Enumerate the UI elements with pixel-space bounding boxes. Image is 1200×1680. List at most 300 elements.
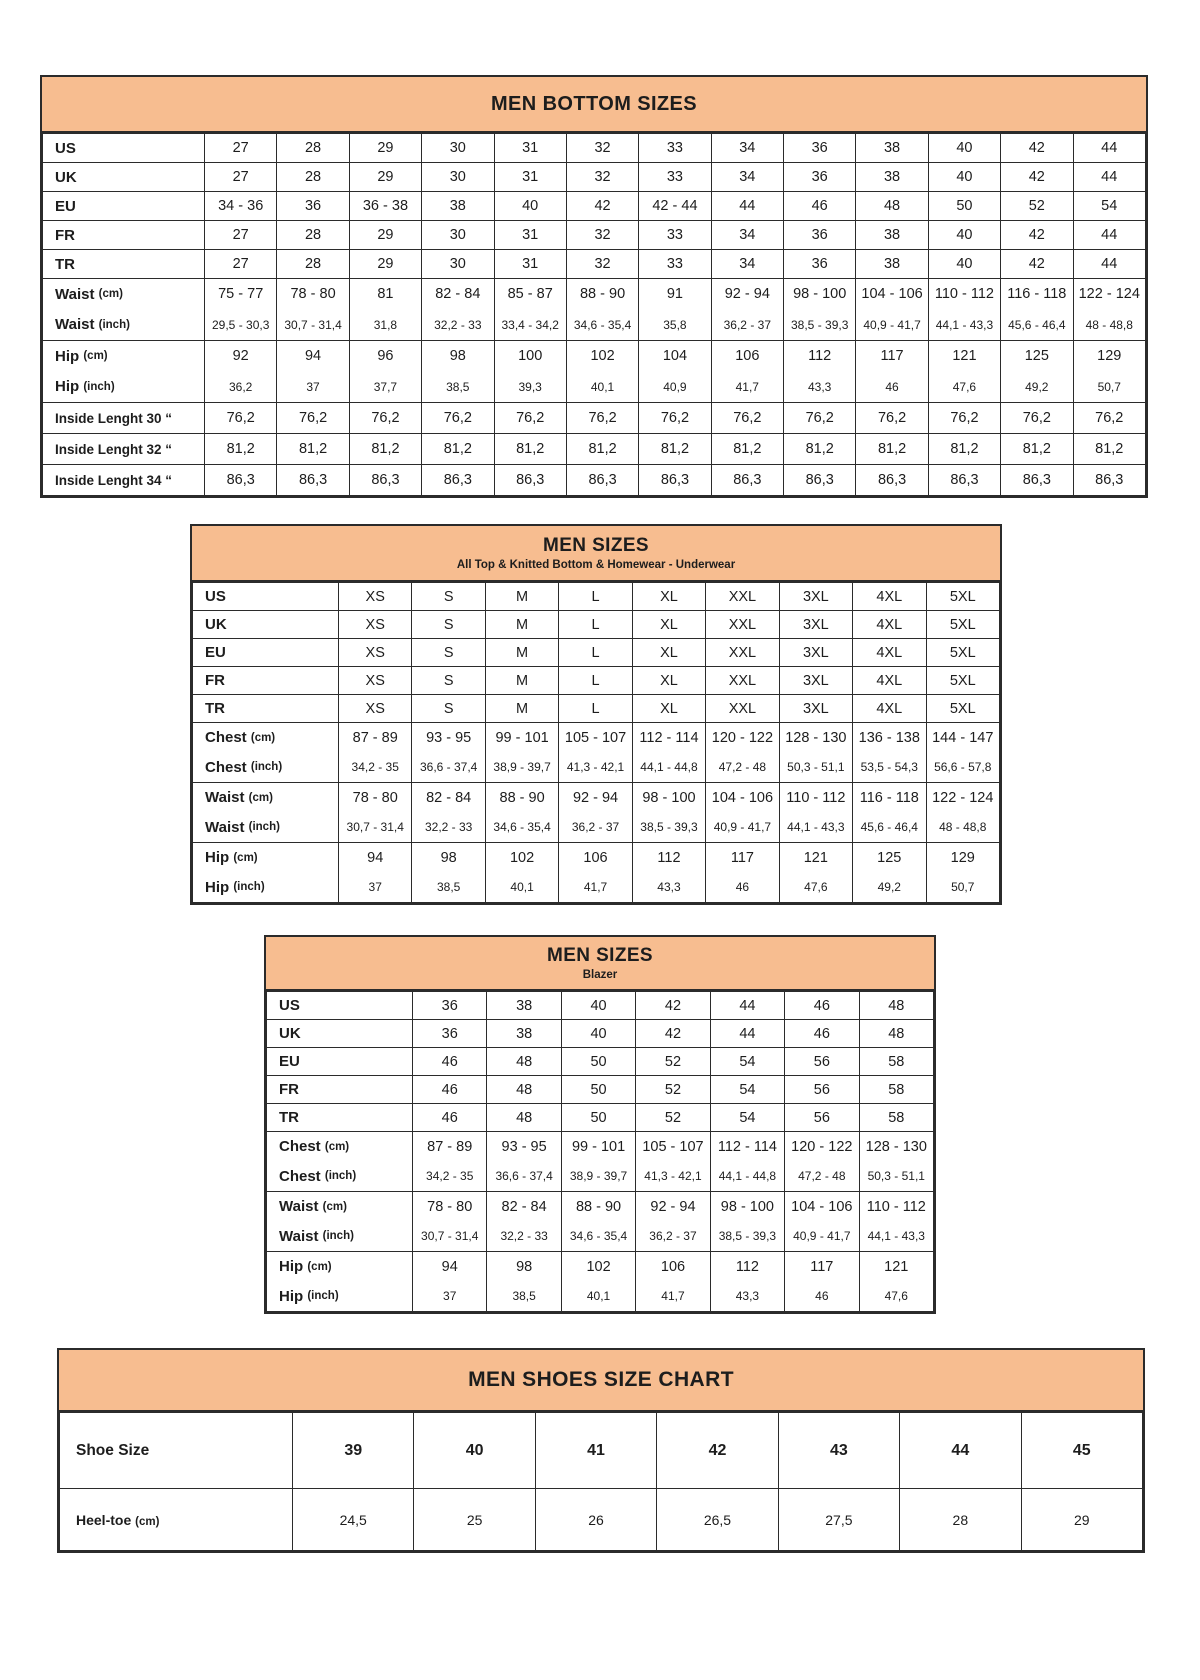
size-cell: 5XL (926, 583, 1000, 611)
size-cell: 28 (900, 1489, 1021, 1551)
inch-value: 47,6 (952, 379, 977, 394)
size-cell (779, 843, 852, 903)
row-label-text: Inside Lenght 32 “ (55, 441, 173, 457)
size-cell: 46 (784, 192, 856, 221)
row-label-text: Waist (279, 1227, 319, 1245)
row-label (60, 1413, 293, 1489)
size-cell (711, 279, 783, 341)
cm-value: 82 - 84 (501, 1198, 547, 1215)
size-cell: 42 (566, 192, 638, 221)
inch-value: 44,1 - 43,3 (867, 1229, 925, 1244)
size-cell: 44 (710, 992, 784, 1020)
table-subtitle: Blazer (582, 969, 618, 981)
cm-value: 99 - 101 (495, 729, 549, 746)
size-cell (422, 279, 494, 341)
size-cell: 76,2 (784, 403, 856, 434)
cm-value: 117 (730, 849, 754, 866)
size-cell: 48 (859, 992, 933, 1020)
row-label (193, 695, 339, 723)
size-cell: 38 (856, 250, 928, 279)
cm-value: 122 - 124 (1078, 286, 1140, 303)
size-cell: 76,2 (349, 403, 421, 434)
row-label-text: Hip (279, 1258, 304, 1276)
table-row (193, 583, 1000, 611)
inch-value: 45,6 - 46,4 (860, 820, 918, 835)
size-cell: 28 (277, 221, 349, 250)
size-cell: 50 (928, 192, 1000, 221)
inch-value: 30,7 - 31,4 (346, 820, 404, 835)
size-cell: 27 (205, 134, 277, 163)
inch-value: 40,9 - 41,7 (713, 820, 772, 835)
row-label-unit: (inch) (322, 1230, 354, 1243)
inch-value: 46 (885, 379, 899, 394)
size-cell: 29 (349, 221, 421, 250)
cm-value: 102 (509, 849, 535, 866)
size-cell: 86,3 (349, 465, 421, 496)
cm-value: 112 - 114 (717, 1138, 777, 1155)
row-label-text: FR (205, 672, 225, 689)
size-cell: 34 (711, 250, 783, 279)
size-cell: 86,3 (711, 465, 783, 496)
size-cell: 42 (1001, 134, 1073, 163)
cm-value: 128 - 130 (865, 1138, 927, 1155)
inch-value: 40,9 (663, 379, 687, 394)
row-label-text: US (205, 588, 226, 605)
size-cell (277, 279, 349, 341)
cm-value: 105 - 107 (564, 729, 627, 746)
inch-value: 32,2 - 33 (434, 317, 482, 332)
size-cell: 24,5 (293, 1489, 414, 1551)
men-bottom-sizes-table (40, 75, 1148, 498)
row-label-unit: (cm) (250, 731, 276, 744)
row-label (267, 1048, 413, 1076)
row-label-unit: (inch) (324, 1170, 357, 1183)
size-cell: 86,3 (928, 465, 1000, 496)
size-cell: XS (339, 639, 412, 667)
row-label (193, 723, 339, 783)
row-label (43, 192, 205, 221)
table-row (43, 250, 1146, 279)
inch-value: 46 (815, 1289, 829, 1304)
size-cell: XXL (706, 695, 779, 723)
table-row (267, 1132, 934, 1192)
cm-value: 110 - 112 (934, 286, 994, 303)
size-cell: XXL (706, 583, 779, 611)
size-cell: 52 (636, 1048, 710, 1076)
size-cell: 5XL (926, 667, 1000, 695)
row-label-line (279, 1192, 412, 1222)
size-cell (785, 1192, 859, 1252)
size-cell: 81,2 (639, 434, 711, 465)
cm-value: 117 (810, 1258, 834, 1275)
row-label-unit: (cm) (307, 1260, 332, 1273)
cm-value: 104 (662, 348, 688, 365)
size-cell: XXL (706, 667, 779, 695)
row-label-text: Inside Lenght 34 “ (55, 472, 173, 488)
inch-value: 36,2 - 37 (723, 317, 771, 332)
cm-value: 112 (808, 348, 832, 365)
table-row (43, 279, 1146, 341)
row-label-text: Hip (205, 878, 230, 896)
inch-value: 47,6 (884, 1289, 908, 1304)
table-row (43, 465, 1146, 496)
size-cell: S (412, 667, 485, 695)
row-label (193, 783, 339, 843)
size-cell (706, 723, 779, 783)
row-label-unit: (cm) (135, 1515, 160, 1528)
table-row (60, 1489, 1143, 1551)
row-label-text: UK (55, 168, 77, 186)
inch-value: 37,7 (373, 379, 398, 394)
inch-value: 34,6 - 35,4 (573, 317, 632, 332)
inch-value: 32,2 - 33 (424, 820, 473, 835)
row-label-line (205, 753, 338, 783)
size-cell (485, 843, 558, 903)
row-label-text: Hip (205, 849, 230, 867)
cm-value: 102 (586, 1258, 611, 1275)
inch-value: 36,2 - 37 (649, 1229, 697, 1244)
cm-value: 106 (660, 1258, 686, 1275)
cm-value: 82 - 84 (426, 789, 472, 806)
row-label (267, 992, 413, 1020)
row-label-unit: (cm) (83, 350, 108, 363)
table-row (43, 403, 1146, 434)
cm-value: 116 - 118 (1007, 286, 1067, 303)
size-cell (706, 783, 779, 843)
size-cell (639, 341, 711, 403)
size-cell (853, 783, 926, 843)
size-cell: 58 (859, 1104, 933, 1132)
row-label (193, 611, 339, 639)
row-label-text: EU (279, 1053, 300, 1070)
cm-value: 98 (516, 1258, 533, 1275)
size-cell: 81,2 (711, 434, 783, 465)
size-cell: 38 (422, 192, 494, 221)
size-cell: M (485, 611, 558, 639)
size-cell: 5XL (926, 639, 1000, 667)
size-cell: 86,3 (1001, 465, 1073, 496)
size-cell (412, 783, 485, 843)
inch-value: 40,9 - 41,7 (863, 317, 921, 332)
size-cell: 46 (785, 992, 859, 1020)
size-cell: 33 (639, 221, 711, 250)
cm-value: 91 (666, 286, 683, 303)
row-label-line (279, 1162, 412, 1192)
cm-value: 75 - 77 (218, 286, 264, 303)
size-cell (632, 843, 705, 903)
size-cell: 52 (636, 1104, 710, 1132)
size-cell: 26 (535, 1489, 656, 1551)
size-cell: S (412, 695, 485, 723)
cm-value: 92 (232, 348, 249, 365)
size-cell: 36 - 38 (349, 192, 421, 221)
size-cell: 4XL (853, 695, 926, 723)
size-cell: 29 (1021, 1489, 1142, 1551)
size-cell: 38 (856, 134, 928, 163)
table-row (267, 1192, 934, 1252)
row-label (43, 279, 205, 341)
table-row (267, 1252, 934, 1312)
size-cell: 40 (561, 992, 635, 1020)
row-label-text: Chest (279, 1138, 321, 1156)
row-label-text: Shoe Size (76, 1441, 150, 1459)
size-cell (710, 1192, 784, 1252)
inch-value: 37 (368, 880, 382, 895)
table-header (192, 526, 1000, 582)
table-row (43, 221, 1146, 250)
table-row (193, 695, 1000, 723)
inch-value: 44,1 - 43,3 (935, 317, 994, 332)
cm-value: 121 (952, 348, 977, 365)
size-grid (42, 133, 1146, 496)
inch-value: 43,3 (657, 880, 681, 895)
inch-value: 50,3 - 51,1 (867, 1169, 925, 1184)
row-label-text: Waist (205, 818, 245, 836)
size-cell: 30 (422, 134, 494, 163)
cm-value: 87 - 89 (352, 729, 398, 746)
size-cell: 81,2 (205, 434, 277, 465)
row-label-text: EU (205, 644, 226, 661)
size-cell: 30 (422, 163, 494, 192)
row-label-text: US (55, 139, 76, 157)
row-label-unit: (cm) (98, 288, 123, 301)
row-label-line (279, 1252, 412, 1282)
size-cell: 3XL (779, 695, 852, 723)
size-cell: 32 (566, 221, 638, 250)
cm-value: 112 (735, 1258, 759, 1275)
inch-value: 34,6 - 35,4 (493, 820, 551, 835)
size-cell: 34 - 36 (205, 192, 277, 221)
size-cell: 38 (487, 1020, 561, 1048)
size-cell: 36 (784, 134, 856, 163)
inch-value: 32,2 - 33 (500, 1229, 548, 1244)
size-cell: 42 (636, 1020, 710, 1048)
cm-value: 128 - 130 (785, 729, 847, 746)
row-label (43, 134, 205, 163)
cm-value: 92 - 94 (572, 789, 619, 806)
size-cell (349, 341, 421, 403)
size-cell: 34 (711, 134, 783, 163)
size-cell: 76,2 (277, 403, 349, 434)
inch-value: 41,7 (735, 379, 759, 394)
size-cell (853, 723, 926, 783)
row-label (267, 1104, 413, 1132)
size-cell: 29 (349, 163, 421, 192)
size-cell (926, 843, 1000, 903)
size-cell (859, 1132, 933, 1192)
inch-value: 34,6 - 35,4 (569, 1229, 628, 1244)
size-cell: 86,3 (422, 465, 494, 496)
size-cell: 33 (639, 250, 711, 279)
row-label (267, 1132, 413, 1192)
size-cell: 30 (422, 250, 494, 279)
size-cell (559, 723, 632, 783)
row-label (267, 1192, 413, 1252)
size-cell: 81,2 (856, 434, 928, 465)
cm-value: 120 - 122 (711, 729, 774, 746)
size-cell: 76,2 (422, 403, 494, 434)
cm-value: 81 (377, 286, 394, 303)
size-cell: 42 - 44 (639, 192, 711, 221)
inch-value: 35,8 (663, 317, 687, 332)
table-row (193, 723, 1000, 783)
size-cell: 26,5 (657, 1489, 778, 1551)
size-cell: S (412, 639, 485, 667)
size-cell: 76,2 (639, 403, 711, 434)
size-cell: 76,2 (856, 403, 928, 434)
size-cell: 76,2 (1001, 403, 1073, 434)
size-cell (339, 783, 412, 843)
row-label (267, 1252, 413, 1312)
size-cell: 86,3 (856, 465, 928, 496)
table-row (43, 341, 1146, 403)
size-cell: 40 (494, 192, 566, 221)
size-cell (494, 279, 566, 341)
table-row (267, 1104, 934, 1132)
size-cell: 28 (277, 163, 349, 192)
inch-value: 44,1 - 44,8 (718, 1169, 777, 1184)
cm-value: 96 (377, 348, 394, 365)
size-cell: 28 (277, 134, 349, 163)
size-cell: 42 (1001, 250, 1073, 279)
size-cell: 5XL (926, 695, 1000, 723)
table-title: MEN SIZES (542, 535, 649, 556)
size-cell: 27 (205, 250, 277, 279)
inch-value: 41,7 (661, 1289, 685, 1304)
row-label-line (205, 783, 338, 813)
inch-value: 48 - 48,8 (939, 820, 987, 835)
size-cell (926, 783, 1000, 843)
size-cell (632, 783, 705, 843)
size-cell: 27 (205, 221, 277, 250)
row-label-line (279, 1222, 412, 1252)
table-row (267, 1048, 934, 1076)
cm-value: 98 (440, 849, 457, 866)
inch-value: 40,1 (590, 379, 615, 394)
size-cell: 40 (561, 1020, 635, 1048)
size-cell: 48 (487, 1104, 561, 1132)
cm-value: 82 - 84 (435, 286, 481, 303)
size-cell: M (485, 667, 558, 695)
size-cell: 33 (639, 134, 711, 163)
size-cell: 28 (277, 250, 349, 279)
size-cell: 48 (859, 1020, 933, 1048)
table-row (43, 192, 1146, 221)
size-cell (566, 279, 638, 341)
cm-value: 78 - 80 (290, 286, 336, 303)
size-cell (561, 1192, 635, 1252)
size-cell: 5XL (926, 611, 1000, 639)
inch-value: 47,6 (804, 880, 828, 895)
table-header (42, 77, 1146, 133)
inch-value: 41,3 - 42,1 (566, 760, 625, 775)
cm-value: 92 - 94 (724, 286, 770, 303)
row-label (193, 843, 339, 903)
size-cell (1073, 279, 1146, 341)
size-cell: 36 (784, 250, 856, 279)
cm-value: 136 - 138 (858, 729, 920, 746)
inch-value: 48 - 48,8 (1085, 317, 1133, 332)
size-cell (1001, 279, 1073, 341)
size-cell (561, 1132, 635, 1192)
inch-value: 36,2 - 37 (571, 820, 620, 835)
men-sizes-blazer-table (264, 935, 936, 1314)
cm-value: 88 - 90 (575, 1198, 622, 1215)
size-cell: 33 (639, 163, 711, 192)
table-row (193, 843, 1000, 903)
row-label-line (279, 1282, 412, 1312)
size-cell: L (559, 667, 632, 695)
inch-value: 46 (735, 880, 750, 895)
inch-value: 50,7 (951, 880, 975, 895)
row-label-unit: (cm) (324, 1140, 350, 1153)
size-cell (559, 843, 632, 903)
inch-value: 31,8 (373, 317, 398, 332)
row-label-line (55, 310, 204, 341)
size-cell: 36 (784, 221, 856, 250)
size-cell: 46 (413, 1104, 487, 1132)
row-label (43, 434, 205, 465)
row-label-line (55, 372, 204, 403)
cm-value: 88 - 90 (579, 286, 626, 303)
row-label (193, 583, 339, 611)
cm-value: 121 (803, 849, 828, 866)
size-cell (277, 341, 349, 403)
size-cell (779, 783, 852, 843)
table-row (43, 434, 1146, 465)
size-cell: 56 (785, 1076, 859, 1104)
cm-value: 121 (884, 1258, 909, 1275)
size-cell: 45 (1021, 1413, 1142, 1489)
cm-value: 98 - 100 (793, 286, 847, 303)
row-label-text: Hip (55, 347, 80, 365)
inch-value: 43,3 (735, 1289, 760, 1304)
row-label-text: Hip (55, 378, 80, 396)
size-cell: 46 (413, 1076, 487, 1104)
size-cell (856, 341, 928, 403)
row-label-unit: (inch) (98, 318, 130, 331)
size-cell: 58 (859, 1048, 933, 1076)
size-cell: 81,2 (277, 434, 349, 465)
size-cell: 81,2 (422, 434, 494, 465)
size-cell (785, 1252, 859, 1312)
inch-value: 37 (306, 379, 320, 394)
row-label (43, 163, 205, 192)
row-label-unit: (cm) (248, 791, 273, 804)
size-cell (339, 723, 412, 783)
row-label-text: Heel-toe (76, 1511, 132, 1528)
row-label-text: Chest (279, 1167, 321, 1185)
table-row (43, 163, 1146, 192)
size-cell (422, 341, 494, 403)
size-cell: 32 (566, 250, 638, 279)
table-row (193, 667, 1000, 695)
size-cell: 46 (413, 1048, 487, 1076)
cm-value: 144 - 147 (932, 729, 994, 746)
size-cell: 76,2 (1073, 403, 1146, 434)
size-cell: XS (339, 583, 412, 611)
size-cell: L (559, 611, 632, 639)
size-cell: 44 (1073, 163, 1146, 192)
row-label (43, 341, 205, 403)
size-cell: XXL (706, 611, 779, 639)
size-cell: 56 (785, 1104, 859, 1132)
row-label-text: FR (279, 1081, 299, 1098)
size-chart-document (0, 75, 1200, 1680)
table-header (266, 937, 934, 991)
row-label-line (205, 873, 338, 903)
inch-value: 39,3 (518, 379, 542, 394)
